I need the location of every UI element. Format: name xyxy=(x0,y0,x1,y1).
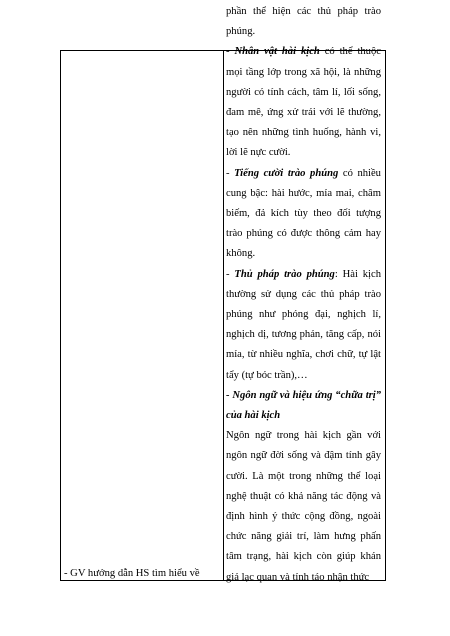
left-column-text: - GV hướng dẫn HS tìm hiểu về xyxy=(64,568,200,579)
paragraph-intro: phần thể hiện các thủ pháp trào phúng. xyxy=(226,6,381,38)
paragraph-language: Ngôn ngữ trong hài kịch gần với ngôn ngữ đời sống và đậm tính gây cười. Là một trong những thể loại nghệ thuật có khả năng tác động và định hình ý thức cộng đồng, ngoài chức năng giải trí, làm hưng phấn tâm trạng, hài kịch còn giúp khán giả lạc quan và tỉnh táo nhận thức xyxy=(226,430,381,583)
table-border-left xyxy=(60,50,61,581)
term-techniques: Thủ pháp trào phúng xyxy=(234,268,335,280)
bullet-dash: - xyxy=(226,268,235,280)
column-divider xyxy=(223,50,224,581)
paragraph-characters xyxy=(226,42,381,163)
term-laughter: Tiếng cười trào phúng xyxy=(234,167,339,179)
table-border-right xyxy=(385,50,386,581)
bullet-dash: - xyxy=(226,167,235,179)
term-characters: Nhân vật hài kịch xyxy=(234,46,320,58)
heading-language: - Ngôn ngữ và hiệu ứng “chữa trị” của hài kịch xyxy=(226,389,381,422)
text-techniques: : Hài kịch thường sử dụng các thủ pháp trào phúng như phóng đại, nghịch lí, nghịch dị, tương phản, tăng cấp, nói mỉa, từ nhiều nghĩa, chơi chữ, tự lật tẩy (tự bóc trần),… xyxy=(226,268,381,381)
paragraph-laughter xyxy=(226,164,381,265)
paragraph-techniques xyxy=(226,265,381,386)
right-column-content xyxy=(226,2,381,588)
bullet-dash: - xyxy=(226,46,235,58)
text-laughter: có nhiều cung bậc: hài hước, mỉa mai, châm biếm, đả kích tùy theo đối tượng trào phúng có được thông cảm hay không. xyxy=(226,167,381,260)
text-characters: có thể thuộc mọi tầng lớp trong xã hội, là những người có tính cách, tâm lí, lối sống, đam mê, ứng xử trái với lẽ thường, tạo nên những tình huống, hành vi, lời lẽ nực cười. xyxy=(226,46,381,159)
